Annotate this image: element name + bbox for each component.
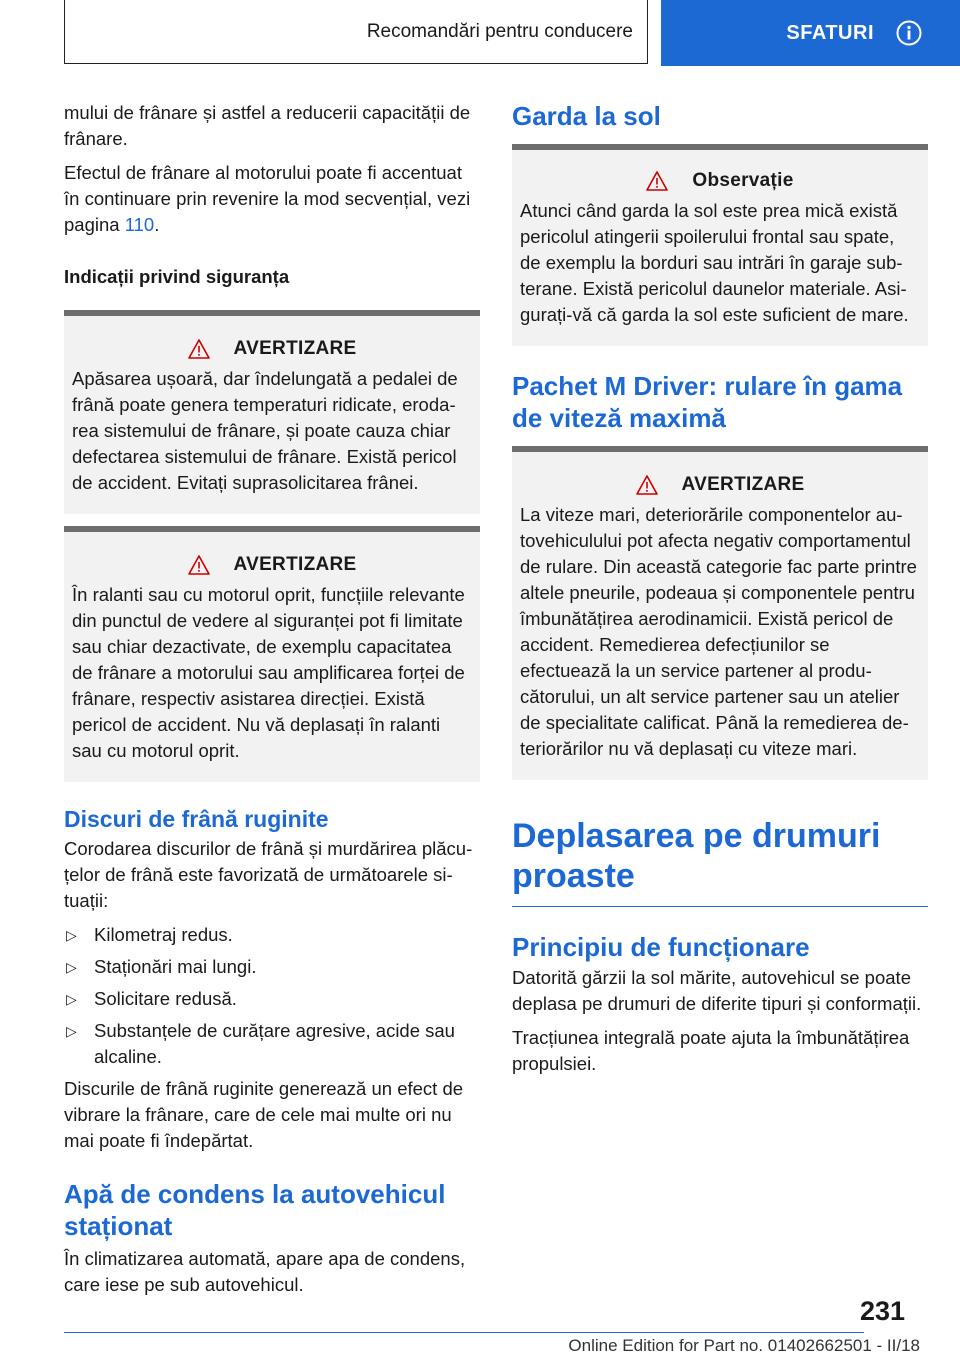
paragraph: Datorită gărzii la sol mărite, autovehicul se poate deplasa pe drumuri de diferite tipuri și conformații. bbox=[512, 967, 922, 1014]
rough-roads-heading: Deplasarea pe drumuri proaste bbox=[512, 816, 928, 907]
paragraph: În climatizarea automată, apare apa de condens, care iese pe sub autovehicul. bbox=[64, 1248, 466, 1295]
warning-triangle-icon bbox=[636, 475, 658, 495]
page-number: 231 bbox=[860, 1296, 906, 1326]
paragraph: Corodarea discurilor de frână și murdărirea plăcuțelor de frână este favorizată de următoarele situații: bbox=[64, 838, 473, 911]
edition-footer: Online Edition for Part no. 01402662501 - II/18 bbox=[568, 1336, 920, 1355]
warning-triangle-icon bbox=[188, 339, 210, 359]
header-section-title-box bbox=[64, 0, 648, 64]
footer-divider bbox=[64, 1332, 864, 1333]
triangle-bullet-icon: ▷ bbox=[66, 991, 77, 1007]
paragraph: Efectul de frânare al motorului poate fi accentuat în continuare prin revenire la mod secvențial, vezi pagina 110. bbox=[64, 162, 471, 235]
note-text: Atunci când garda la sol este prea mică există pericolul atingerii spoilerului frontal sau spate, de exemplu la borduri sau intrări în garaje subterane. Există pericolul daunelor materiale. Asigurați-vă că garda la sol este suficient de mare. bbox=[520, 200, 909, 325]
safety-heading: Indicații privind siguranța bbox=[64, 266, 290, 287]
warning-title: AVERTIZARE bbox=[72, 338, 472, 360]
warning-text: Apăsarea ușoară, dar îndelungată a pedalei de frână poate genera temperaturi ridicate, erodarea sistemului de frânare, și poate cauza chiar defectarea sistemului de frânare. Există pericol de accident. Evitați suprasolicitarea frânei. bbox=[72, 368, 458, 493]
triangle-bullet-icon: ▷ bbox=[66, 1023, 77, 1039]
warning-triangle-icon bbox=[188, 555, 210, 575]
condensation-heading: Apă de condens la autovehicul staționat bbox=[64, 1179, 446, 1241]
paragraph: Discurile de frână ruginite generează un efect de vibrare la frânare, care de cele mai multe ori nu mai poate fi îndepărtat. bbox=[64, 1078, 464, 1151]
chapter-tab[interactable] bbox=[661, 0, 960, 66]
principle-heading: Principiu de funcționare bbox=[512, 932, 810, 962]
ground-clearance-heading: Garda la sol bbox=[512, 101, 661, 131]
rusty-discs-heading: Discuri de frână ruginite bbox=[64, 806, 329, 832]
note-title: Observație bbox=[520, 170, 920, 192]
triangle-bullet-icon: ▷ bbox=[66, 959, 77, 975]
paragraph: Tracțiunea integrală poate ajuta la îmbunătățirea propulsiei. bbox=[512, 1027, 910, 1074]
warning-box bbox=[64, 310, 480, 514]
list-item: ▷ Staționări mai lungi. bbox=[64, 954, 480, 980]
list-item: ▷ Kilometraj redus. bbox=[64, 922, 480, 948]
warning-box bbox=[64, 526, 480, 782]
list-item: ▷ Substanțele de curățare agresive, acide sau alcaline. bbox=[66, 1020, 455, 1067]
right-column bbox=[512, 100, 928, 1085]
note-box bbox=[512, 144, 928, 346]
page-link[interactable]: 110 bbox=[124, 214, 155, 235]
section-title: Recomandări pentru conducere bbox=[366, 20, 633, 42]
triangle-bullet-icon: ▷ bbox=[66, 927, 77, 943]
warning-title: AVERTIZARE bbox=[72, 554, 472, 576]
chapter-title: SFATURI bbox=[786, 21, 874, 44]
paragraph: mului de frânare și astfel a reducerii capacității de frânare. bbox=[64, 102, 471, 149]
warning-box bbox=[512, 446, 928, 780]
warning-title: AVERTIZARE bbox=[520, 474, 920, 496]
warning-text: La viteze mari, deteriorările componentelor autovehiculului pot afecta negativ comportamentul de rulare. Din această categorie fac parte printre altele pneurile, podeaua și componentele pentru îmbunătățirea aerodinamicii. Există pericol de accident. Remedierea defecțiunilor se efectuează la un service partener al producătorului, un alt service partener sau un atelier de specialitate calificat. Până la remedierea deteriorărilor nu vă deplasați cu viteze mari. bbox=[520, 504, 917, 759]
left-column bbox=[64, 100, 480, 1306]
warning-text: În ralanti sau cu motorul oprit, funcțiile relevante din punctul de vedere al siguranței pot fi limitate sau chiar dezactivate, de exemplu capacitatea de frânare a motorului sau amplificarea forței de frânare, respectiv asistarea direcției. Există pericol de accident. Nu vă deplasați în ralanti sau cu motorul oprit. bbox=[72, 584, 465, 761]
warning-triangle-icon bbox=[646, 171, 668, 191]
info-circle-icon bbox=[896, 20, 922, 46]
list-item: ▷ Solicitare redusă. bbox=[64, 986, 480, 1012]
mdriver-heading: Pachet M Driver: rulare în gama de viteză maximă bbox=[512, 371, 903, 433]
bullet-list bbox=[64, 922, 480, 1070]
